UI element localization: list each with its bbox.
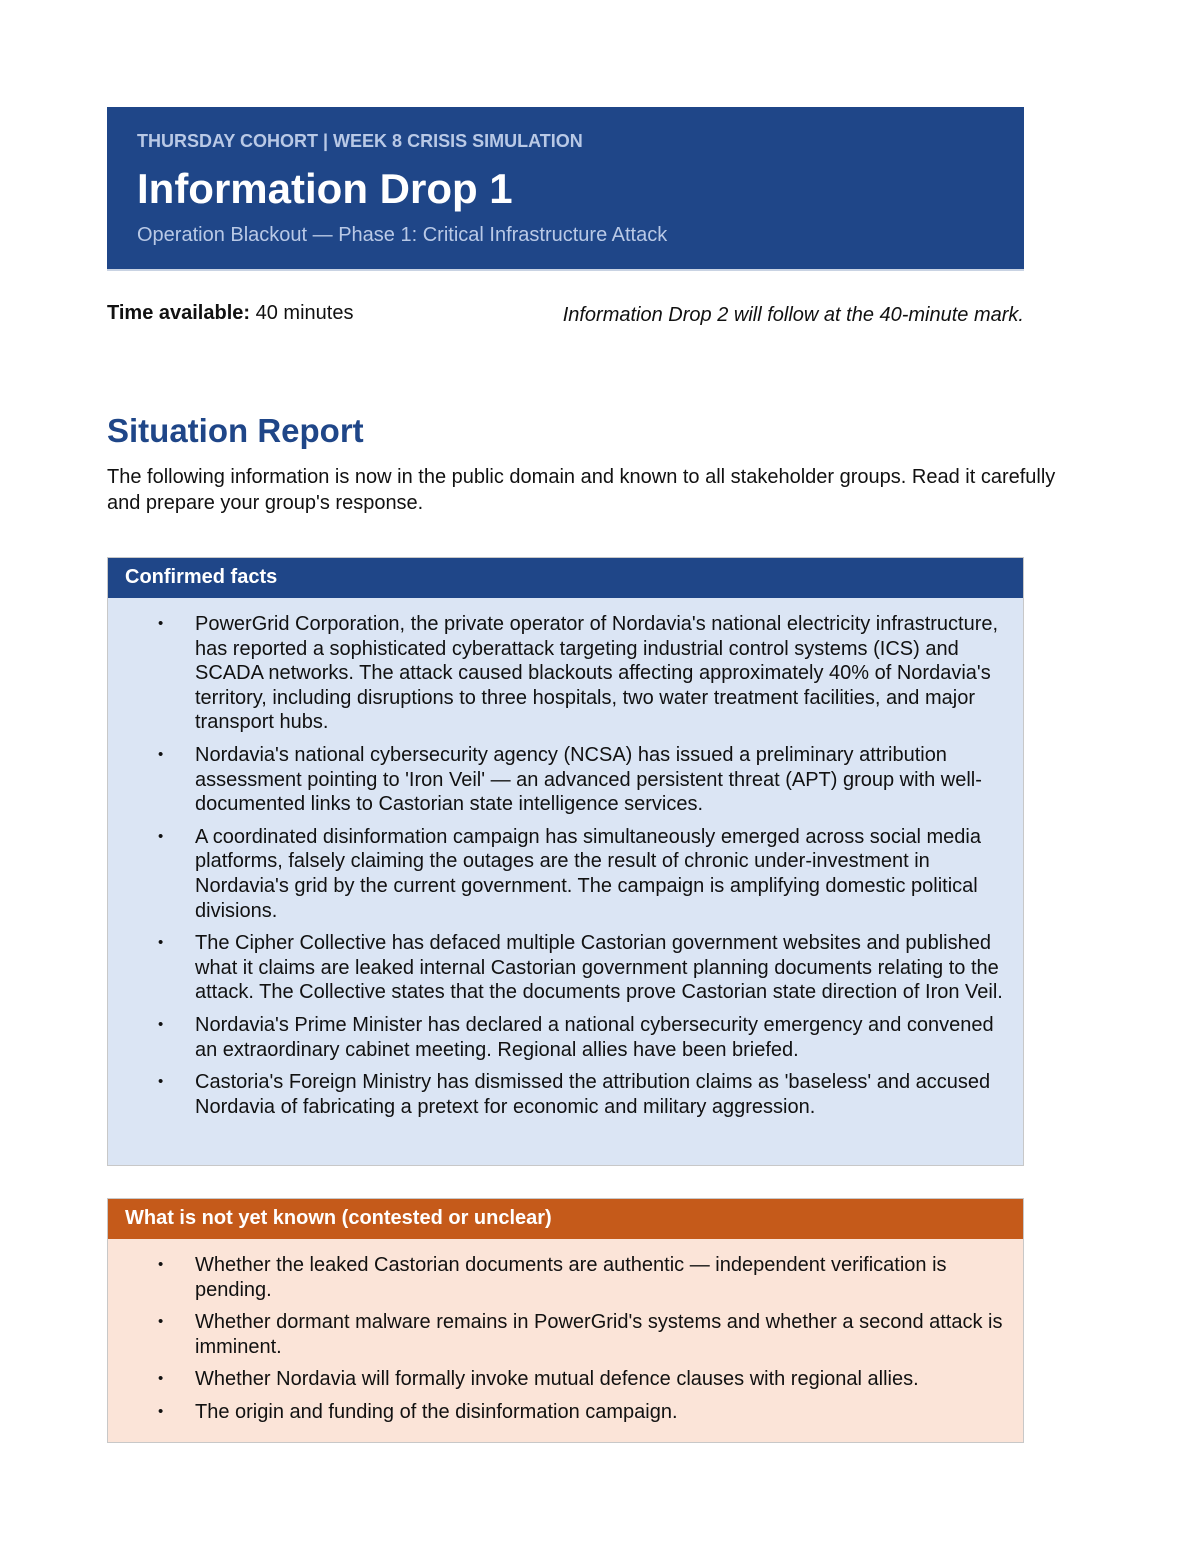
bullet-icon: •	[158, 1370, 164, 1388]
confirmed-facts-heading: Confirmed facts	[108, 558, 1023, 598]
unknown-heading: What is not yet known (contested or unclear)	[108, 1199, 1023, 1239]
list-item: • A coordinated disinformation campaign has simultaneously emerged across social media platforms, falsely claiming the outages are the result of chronic under-investment in Nordavia's grid by the current government. The campaign is amplifying domestic political divisions.	[158, 825, 981, 922]
section-title: Situation Report	[107, 412, 364, 449]
list-item: • The origin and funding of the disinformation campaign.	[158, 1400, 678, 1423]
list-item: • Whether the leaked Castorian documents are authentic — independent verification is pending.	[158, 1254, 947, 1301]
bullet-icon: •	[158, 934, 164, 952]
header-banner	[107, 107, 1024, 269]
list-item: • Nordavia's Prime Minister has declared a national cybersecurity emergency and convened an extraordinary cabinet meeting. Regional allies have been briefed.	[158, 1013, 994, 1061]
cohort-kicker: THURSDAY COHORT | WEEK 8 CRISIS SIMULATION	[137, 131, 583, 151]
bullet-icon: •	[158, 1256, 164, 1273]
time-label: Time available:	[107, 302, 251, 324]
page-title: Information Drop 1	[137, 165, 513, 212]
list-item: • Nordavia's national cybersecurity agency (NCSA) has issued a preliminary attribution assessment pointing to 'Iron Veil' — an advanced persistent threat (APT) group with well-documented links to Castorian state intelligence services.	[158, 743, 982, 816]
list-item: • Whether dormant malware remains in PowerGrid's systems and whether a second attack is imminent.	[158, 1311, 1003, 1358]
next-drop-note: Information Drop 2 will follow at the 40-minute mark.	[562, 304, 1024, 326]
unknown-list	[108, 1239, 1023, 1441]
confirmed-facts-box	[107, 557, 1024, 1166]
unknown-box	[107, 1198, 1024, 1443]
bullet-icon: •	[158, 615, 164, 632]
bullet-icon: •	[158, 1073, 164, 1091]
confirmed-facts-list	[108, 598, 1023, 1135]
bullet-icon: •	[158, 1402, 164, 1420]
intro-paragraph: The following information is now in the public domain and known to all stakeholder groups. Read it carefully and prepare your group's response.	[107, 466, 1056, 514]
time-value: 40 minutes	[255, 302, 354, 324]
bullet-icon: •	[158, 745, 164, 763]
bullet-icon: •	[158, 1015, 164, 1033]
time-available	[107, 302, 353, 325]
list-item: • Castoria's Foreign Ministry has dismissed the attribution claims as 'baseless' and accused Nordavia of fabricating a pretext for economic and military aggression.	[158, 1071, 991, 1118]
bullet-icon: •	[158, 827, 164, 845]
page-subtitle: Operation Blackout — Phase 1: Critical Infrastructure Attack	[137, 224, 668, 247]
bullet-icon: •	[158, 1313, 164, 1331]
list-item: • The Cipher Collective has defaced multiple Castorian government websites and published what it claims are leaked internal Castorian government planning documents relating to the attack. The Collective states that the documents prove Castorian state direction of Iron Veil.	[158, 932, 1003, 1004]
list-item: • Whether Nordavia will formally invoke mutual defence clauses with regional allies.	[158, 1368, 919, 1391]
list-item: • PowerGrid Corporation, the private operator of Nordavia's national electricity infrastructure, has reported a sophisticated cyberattack targeting industrial control systems (ICS) and SCADA networks. The attack caused blackouts affecting approximately 40% of Nordavia's territory, including disruptions to three hospitals, two water treatment facilities, and major transport hubs.	[158, 613, 999, 734]
